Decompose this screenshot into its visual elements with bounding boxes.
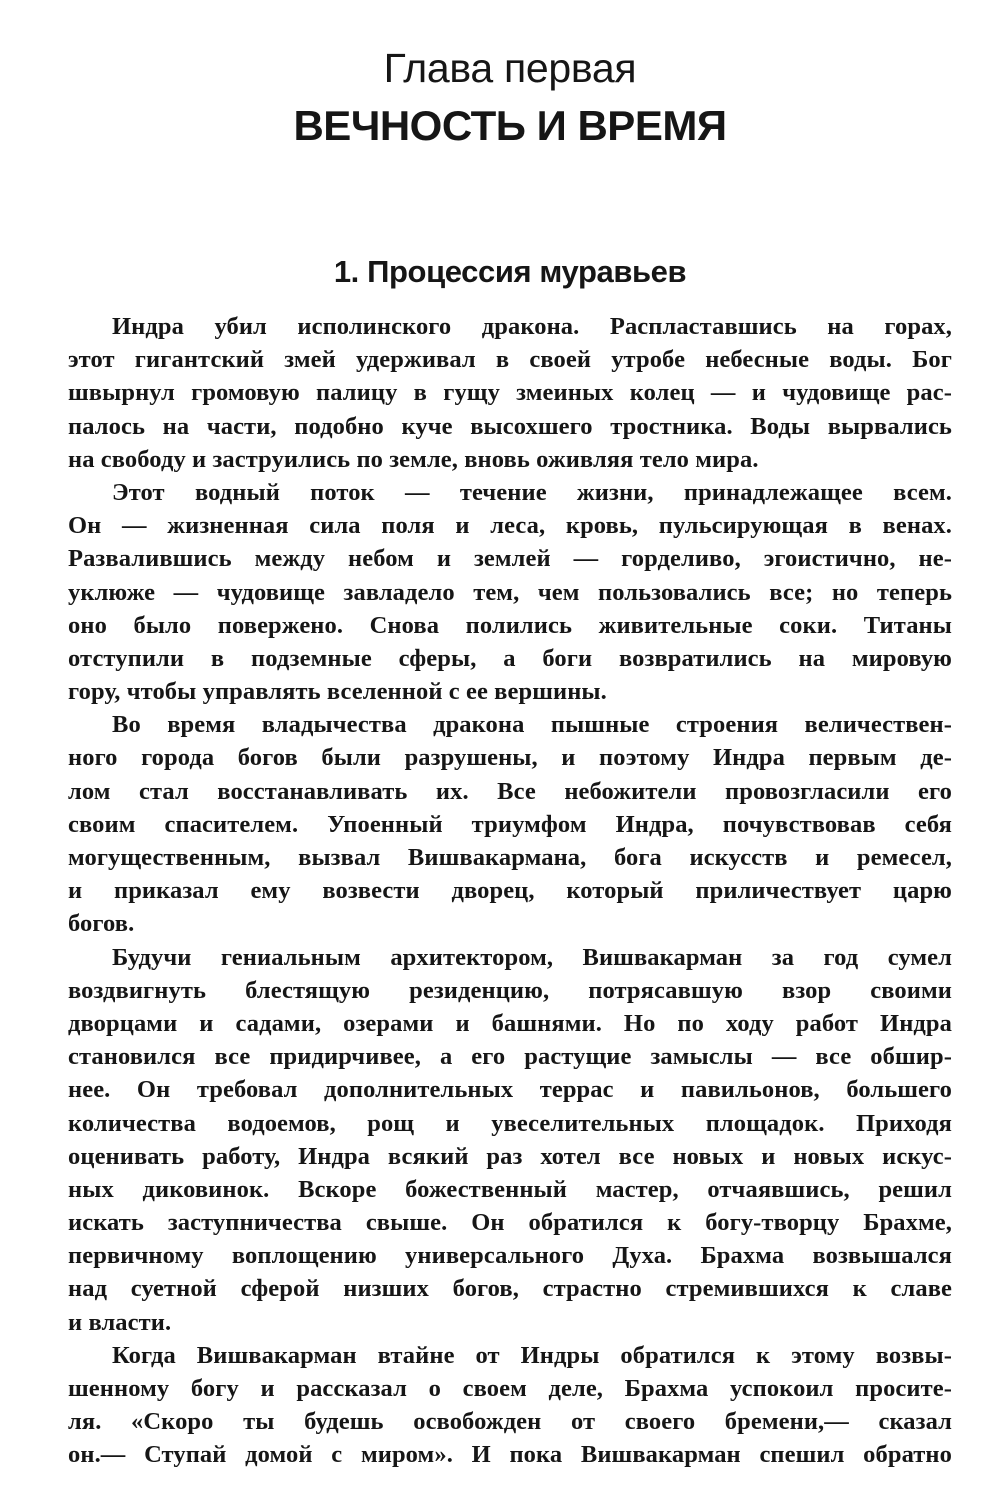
text-line: своим спасителем. Упоенный триумфом Индра, почувствовав себя bbox=[68, 810, 952, 838]
text-line: швырнул громовую палицу в гущу змеиных колец — и чудовище рас- bbox=[68, 379, 952, 407]
text-line: становился все придирчивее, а его растущие замыслы — все обшир- bbox=[68, 1043, 952, 1071]
text-line: этот гигантский змей удерживал в своей утробе небесные воды. Бог bbox=[68, 346, 952, 374]
chapter-label: Глава первая bbox=[383, 45, 637, 91]
text-line: Когда Вишвакарман втайне от Индры обратился к этому возвы- bbox=[112, 1341, 952, 1369]
text-line: и приказал ему возвести дворец, который приличествует царю bbox=[68, 877, 952, 905]
text-line: Этот водный поток — течение жизни, принадлежащее всем. bbox=[112, 478, 952, 506]
text-line: Во время владычества дракона пышные строения величествен- bbox=[112, 711, 952, 739]
section-title: 1. Процессия муравьев bbox=[333, 254, 687, 289]
text-line: воздвигнуть блестящую резиденцию, потрясавшую взор своими bbox=[68, 976, 952, 1004]
text-line: лом стал восстанавливать их. Все небожители провозгласили его bbox=[68, 777, 952, 805]
text-line: ных диковинок. Вскоре божественный мастер, отчаявшись, решил bbox=[68, 1175, 952, 1203]
body-text bbox=[68, 310, 952, 1472]
text-line: и власти. bbox=[68, 1308, 172, 1336]
text-line: ля. «Скоро ты будешь освобожден от своего бремени,— сказал bbox=[68, 1408, 952, 1436]
text-line: количества водоемов, рощ и увеселительных площадок. Приходя bbox=[68, 1109, 952, 1137]
text-line: ного города богов были разрушены, и поэтому Индра первым де- bbox=[68, 744, 952, 772]
text-line: Будучи гениальным архитектором, Вишвакарман за год сумел bbox=[112, 943, 952, 971]
text-line: на свободу и заструились по земле, вновь оживляя тело мира. bbox=[68, 445, 759, 473]
text-line: оценивать работу, Индра всякий раз хотел все новых и новых искус- bbox=[68, 1142, 952, 1170]
text-line: Он — жизненная сила поля и леса, кровь, пульсирующая в венах. bbox=[68, 512, 952, 540]
text-line: Развалившись между небом и землей — горделиво, эгоистично, не- bbox=[68, 545, 952, 573]
chapter-title: ВЕЧНОСТЬ И ВРЕМЯ bbox=[293, 102, 727, 149]
text-line: оно было повержено. Снова полились живительные соки. Титаны bbox=[68, 611, 952, 639]
text-line: он.— Ступай домой с миром». И пока Вишвакарман спешил обратно bbox=[68, 1441, 952, 1469]
text-line: дворцами и садами, озерами и башнями. Но по ходу работ Индра bbox=[68, 1009, 952, 1037]
text-line: нее. Он требовал дополнительных террас и павильонов, большего bbox=[68, 1076, 952, 1104]
text-line: над суетной сферой низших богов, страстно стремившихся к славе bbox=[68, 1275, 952, 1303]
text-line: уклюже — чудовище завладело тем, чем пользовались все; но теперь bbox=[68, 578, 952, 606]
text-line: первичному воплощению универсального Духа. Брахма возвышался bbox=[68, 1242, 952, 1270]
text-line: отступили в подземные сферы, а боги возвратились на мировую bbox=[68, 644, 952, 672]
text-line: гору, чтобы управлять вселенной с ее вершины. bbox=[68, 678, 607, 706]
book-page bbox=[68, 0, 952, 1500]
text-line: богов. bbox=[68, 910, 135, 938]
text-line: могущественным, вызвал Вишвакармана, бога искусств и ремесел, bbox=[68, 844, 952, 871]
text-line: искать заступничества свыше. Он обратился к богу-творцу Брахме, bbox=[68, 1209, 952, 1237]
text-line: палось на части, подобно куче высохшего тростника. Воды вырвались bbox=[68, 412, 952, 440]
text-line: шенному богу и рассказал о своем деле, Брахма успокоил просите- bbox=[68, 1375, 952, 1402]
text-line: Индра убил исполинского дракона. Распластавшись на горах, bbox=[112, 313, 952, 340]
